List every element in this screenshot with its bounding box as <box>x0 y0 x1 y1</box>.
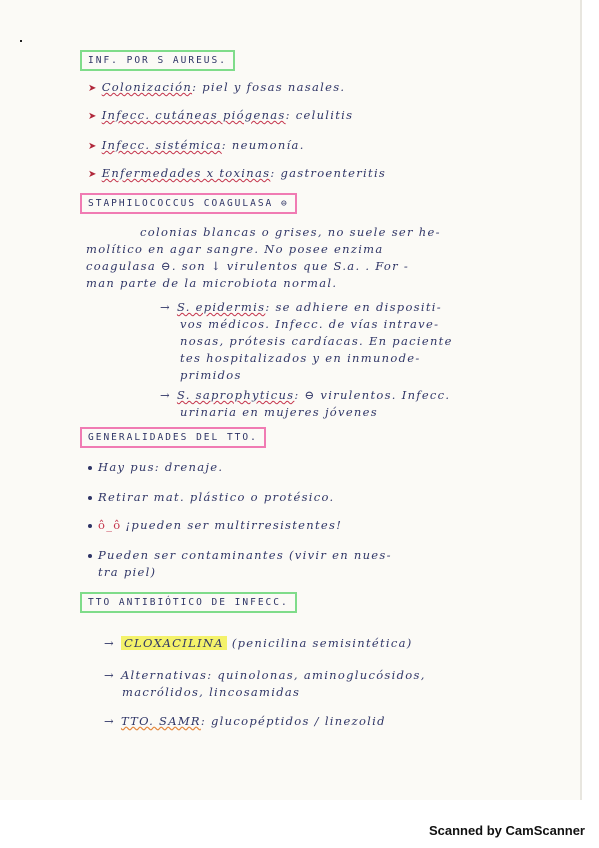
paragraph-line: nosas, prótesis cardíacas. En paciente <box>180 334 453 348</box>
sub-item-saprophyticus <box>160 388 450 402</box>
bullet-dot <box>88 496 92 500</box>
item-key: TTO. SAMR <box>120 714 201 728</box>
item-text: : celulitis <box>285 108 354 122</box>
arrow-right-icon: → <box>160 388 171 402</box>
list-item <box>88 138 305 152</box>
list-item <box>88 490 334 504</box>
paragraph-line: tes hospitalizados y en inmunode- <box>180 351 421 365</box>
paragraph-line: colonias blancas o grises, no suele ser he- <box>140 225 441 239</box>
paragraph-line: coagulasa ⊖. son ↓ virulentos que S.a. . For - <box>86 259 410 273</box>
arrow-right-icon: → <box>104 636 115 650</box>
list-item <box>88 548 392 562</box>
sub-item-epidermis <box>160 300 442 314</box>
paragraph-line: macrólidos, lincosamidas <box>122 685 301 699</box>
bullet-dot <box>88 466 92 470</box>
item-text: : glucopéptidos / linezolid <box>200 714 386 728</box>
item-text: Alternativas: quinolonas, aminoglucósidos, <box>120 668 426 682</box>
item-key: S. saprophyticus <box>176 388 295 402</box>
item-text: Hay pus: drenaje. <box>98 460 224 474</box>
arrow-right-icon: → <box>104 668 115 682</box>
paragraph-line: primidos <box>180 368 242 382</box>
section-header-generalidades: GENERALIDADES DEL TTO. <box>80 427 266 448</box>
item-key: S. epidermis <box>176 300 266 314</box>
item-text: Pueden ser contaminantes (vivir en nues- <box>98 548 392 562</box>
bullet-dot <box>88 524 92 528</box>
paragraph-line: man parte de la microbiota normal. <box>86 276 338 290</box>
stray-mark <box>20 40 22 42</box>
item-text: (penicilina semisintética) <box>226 636 413 650</box>
list-item <box>88 518 342 532</box>
section-header-s-aureus: INF. POR S AUREUS. <box>80 50 235 71</box>
paragraph-line: molítico en agar sangre. No posee enzima <box>86 242 384 256</box>
item-text: Retirar mat. plástico o protésico. <box>98 490 335 504</box>
bullet-arrow-icon: ➤ <box>88 111 98 122</box>
list-item <box>88 166 386 180</box>
item-key: Infecc. cutáneas piógenas <box>101 108 286 122</box>
bullet-arrow-icon: ➤ <box>88 141 98 152</box>
item-text: : se adhiere en dispositi- <box>265 300 442 314</box>
list-item <box>88 80 345 94</box>
item-key: Colonización <box>101 80 193 94</box>
scanner-watermark: Scanned by CamScanner <box>428 823 585 838</box>
item-text: : piel y fosas nasales. <box>192 80 346 94</box>
highlighted-drug: CLOXACILINA <box>121 636 227 650</box>
item-text: : ⊖ virulentos. Infecc. <box>294 388 451 402</box>
paragraph-line: vos médicos. Infecc. de vías intrave- <box>180 317 440 331</box>
item-text: : gastroenteritis <box>270 166 387 180</box>
section-header-tto-antibiotico: TTO ANTIBIÓTICO DE INFECC. <box>80 592 297 613</box>
bullet-arrow-icon: ➤ <box>88 83 98 94</box>
item-text: : neumonía. <box>221 138 305 152</box>
paragraph-line: tra piel) <box>98 565 157 579</box>
bullet-arrow-icon: ➤ <box>88 169 98 180</box>
section-header-coagulasa: STAPHILOCOCCUS COAGULASA ⊖ <box>80 193 297 214</box>
worried-face-icon: ô_ô <box>98 518 122 532</box>
list-item <box>88 460 223 474</box>
bullet-dot <box>88 554 92 558</box>
item-key: Infecc. sistémica <box>101 138 222 152</box>
list-item <box>88 108 353 122</box>
arrow-right-icon: → <box>104 714 115 728</box>
list-item <box>104 714 386 728</box>
list-item <box>104 668 426 682</box>
item-key: Enfermedades x toxinas <box>101 166 271 180</box>
arrow-right-icon: → <box>160 300 171 314</box>
paragraph-line: urinaria en mujeres jóvenes <box>180 405 378 419</box>
item-text: ¡pueden ser multirresistentes! <box>125 518 343 532</box>
list-item <box>104 636 413 650</box>
